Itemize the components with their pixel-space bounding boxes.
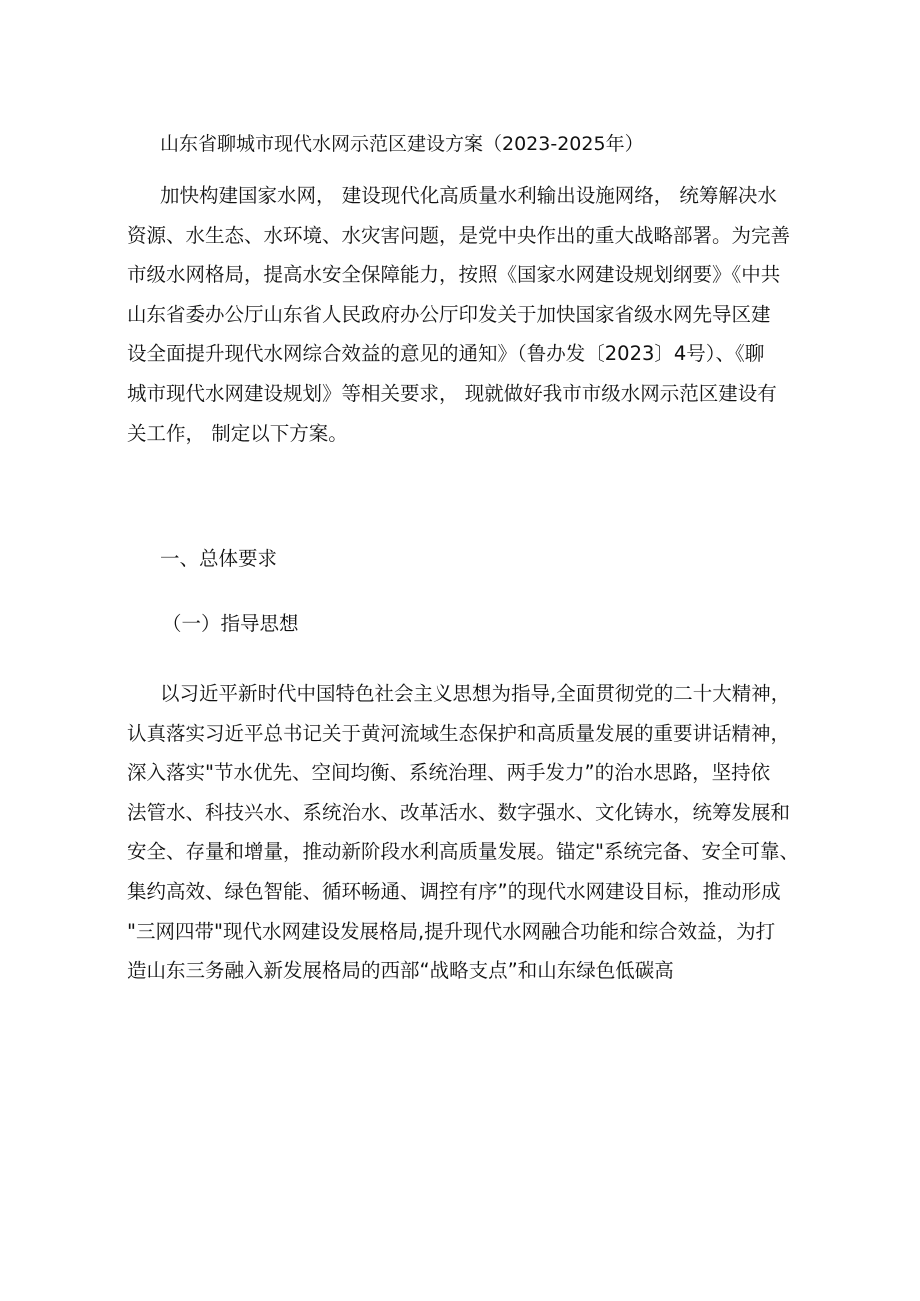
paragraph-line: 城市现代水网建设规划》等相关要求， 现就做好我市市级水网示范区建设有 <box>127 381 777 405</box>
paragraph-line: 市级水网格局，提高水安全保障能力，按照《国家水网建设规划纲要》《中共 <box>127 263 781 287</box>
paragraph-line: 加快构建国家水网， 建设现代化高质量水利输出设施网络， 统筹解决水 <box>160 184 777 207</box>
intro-paragraph <box>127 176 807 453</box>
body-paragraph <box>127 674 807 991</box>
section-heading: 一、总体要求 <box>160 547 278 570</box>
paragraph-line: 造山东三务融入新发展格局的西部“战略支点”和山东绿色低碳高 <box>127 959 674 983</box>
paragraph-line: 法管水、科技兴水、系统治水、改革活水、数字强水、文化铸水，统筹发展和 <box>127 800 791 824</box>
paragraph-line: 安全、存量和增量，推动新阶段水利高质量发展。锚定"系统完备、安全可靠、 <box>127 840 799 864</box>
paragraph-line: 资源、水生态、水环境、水灾害问题，是党中央作出的重大战略部署。为完善 <box>127 223 791 247</box>
paragraph-line: 认真落实习近平总书记关于黄河流域生态保护和高质量发展的重要讲话精神， <box>127 721 791 745</box>
paragraph-line: "三网四带"现代水网建设发展格局,提升现代水网融合功能和综合效益，为打 <box>127 919 776 943</box>
paragraph-line: 设全面提升现代水网综合效益的意见的通知》（鲁办发〔2023〕4号）、《聊 <box>127 342 765 366</box>
paragraph-line: 关工作， 制定以下方案。 <box>127 421 348 445</box>
paragraph-line: 深入落实"节水优先、空间均衡、系统治理、两手发力”的治水思路，坚持依 <box>127 761 771 785</box>
paragraph-line: 集约高效、绿色智能、循环畅通、调控有序”的现代水网建设目标，推动形成 <box>127 879 781 903</box>
paragraph-line: 山东省委办公厅山东省人民政府办公厅印发关于加快国家省级水网先导区建 <box>127 302 771 326</box>
paragraph-line: 以习近平新时代中国特色社会主义思想为指导,全面贯彻党的二十大精神， <box>160 682 791 705</box>
document-title: 山东省聊城市现代水网示范区建设方案（2023-2025年） <box>160 133 644 155</box>
subsection-heading: （一）指导思想 <box>162 612 299 635</box>
